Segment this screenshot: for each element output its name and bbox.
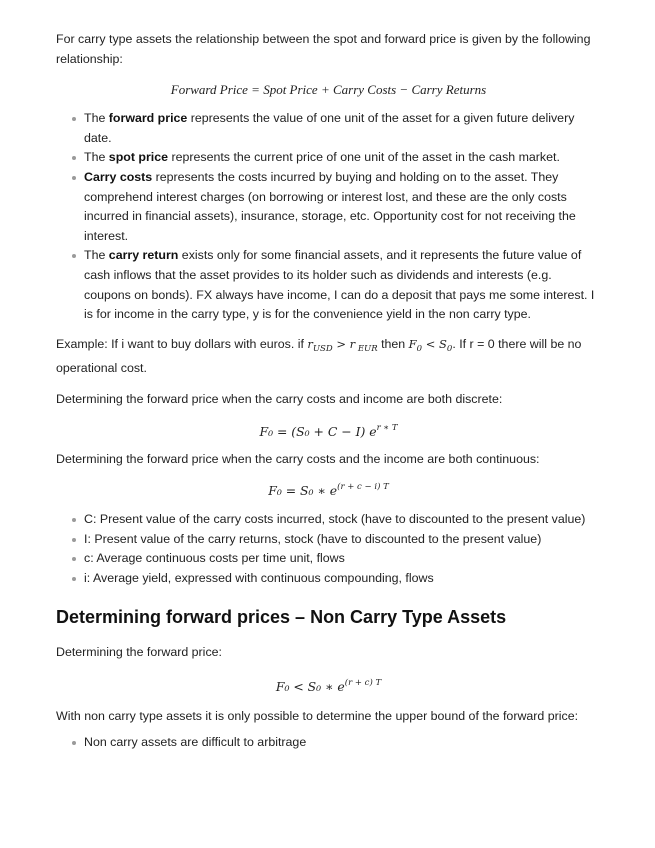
section-heading: Determining forward prices – Non Carry Type Assets xyxy=(56,607,507,628)
non-carry-list xyxy=(56,733,601,753)
discrete-formula: F₀ = (S₀ + C − I) $e^{r ∗ T}$ xyxy=(259,422,398,439)
variable-list xyxy=(56,510,601,588)
definition-spot-price: The spot price represents the current price of one unit of the asset in the cash market. xyxy=(84,148,601,168)
definition-list xyxy=(56,109,601,325)
list-item: I: Present value of the carry returns, stock (have to discounted to the present value) xyxy=(84,530,601,550)
discrete-label: Determining the forward price when the carry costs and income are both discrete: xyxy=(56,391,503,406)
list-item: Non carry assets are difficult to arbitrage xyxy=(84,733,601,753)
non-carry-formula: F₀ < S₀ ∗ $e^{(r + c) T}$ xyxy=(275,678,382,695)
continuous-label: Determining the forward price when the carry costs and the income are both continuous: xyxy=(56,451,540,466)
list-item: c: Average continuous costs per time unit, flows xyxy=(84,549,601,569)
definition-forward-price: The forward price represents the value of one unit of the asset for a given future delivery date. xyxy=(84,109,601,148)
headline-formula: Forward Price = Spot Price + Carry Costs − Carry Returns xyxy=(170,82,487,98)
upper-bound-paragraph: With non carry type assets it is only possible to determine the upper bound of the forward price: xyxy=(56,709,579,724)
definition-carry-return: The carry return exists only for some financial assets, and it represents the future value of cash inflows that the asset provides to its holder such as dividends and interests (e.g. coupons on bonds). FX always have income, I can do a deposit that pays me some interest. I is for income in the carry type, y is for the convenience yield in the non carry type. xyxy=(84,246,601,324)
continuous-formula: F₀ = S₀ ∗ $e^{(r + c - i) T}$ xyxy=(268,482,389,499)
document-page xyxy=(56,30,601,752)
forward-price-label: Determining the forward price: xyxy=(56,645,222,660)
definition-carry-costs: Carry costs represents the costs incurred by buying and holding on to the asset. They comprehend interest charges (on borrowing or interest lost, and these are the only costs incurred in financial assets), insurance, storage, etc. Opportunity cost for not receiving the interest. xyxy=(84,168,601,246)
intro-paragraph: For carry type assets the relationship between the spot and forward price is given by the following relationship: xyxy=(56,32,591,66)
list-item: C: Present value of the carry costs incurred, stock (have to discounted to the present value) xyxy=(84,510,601,530)
example-paragraph: Example: If i want to buy dollars with euros. if $r_{USD} > r$ $_{EUR}$ then $F_0 < S_0$. If r = 0 there will be no operational cost. xyxy=(56,336,582,376)
list-item: i: Average yield, expressed with continuous compounding, flows xyxy=(84,569,601,589)
